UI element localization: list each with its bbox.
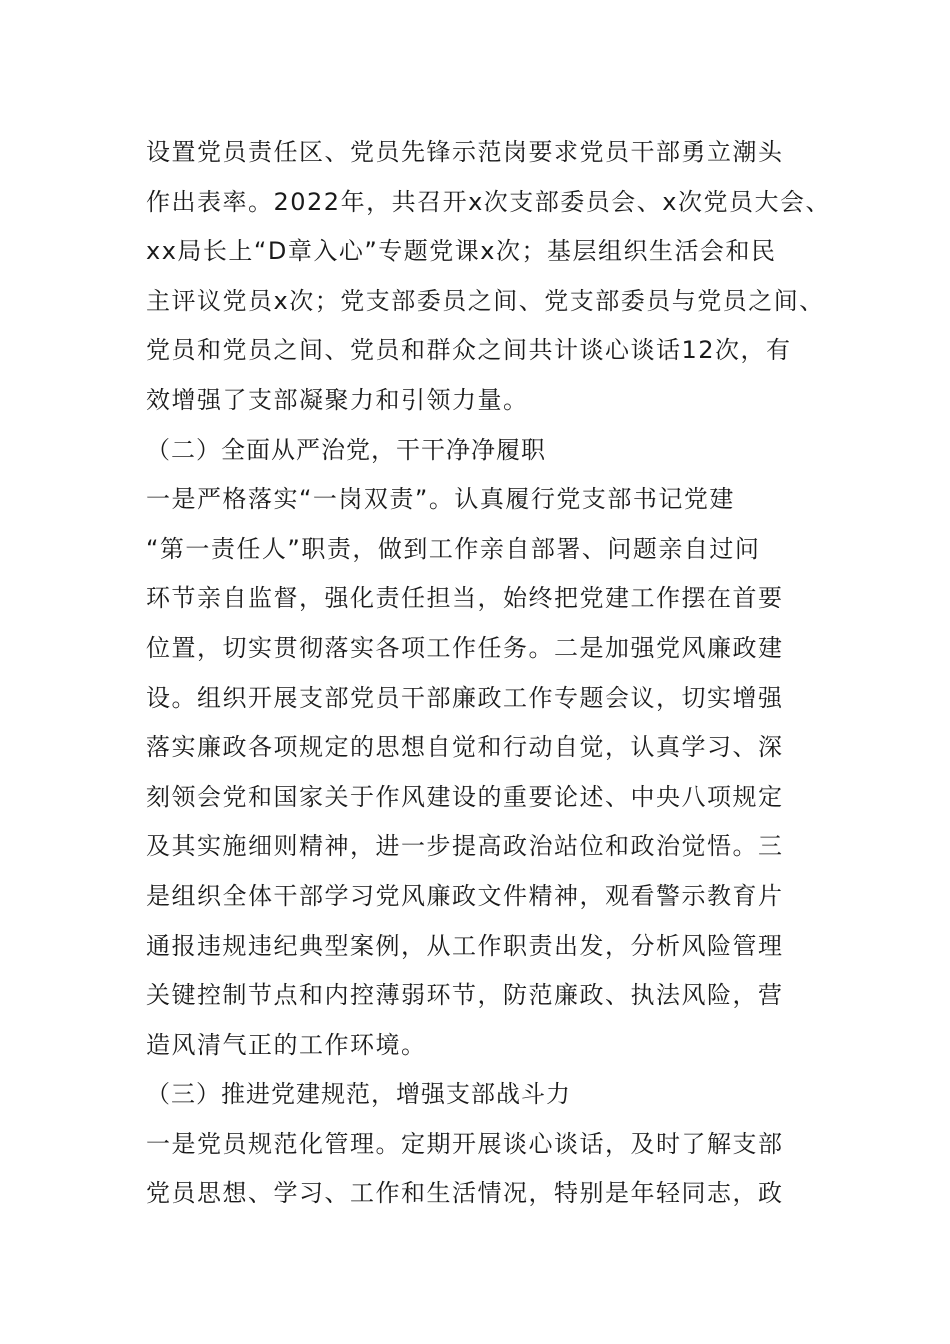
document-body	[146, 128, 846, 1219]
section-heading: （三）推进党建规范，增强支部战斗力	[146, 1080, 571, 1109]
body-line: 效增强了支部凝聚力和引领力量。	[146, 385, 529, 414]
body-line: 及其实施细则精神，进一步提高政治站位和政治觉悟。三	[146, 832, 784, 861]
section-heading: （二）全面从严治党，干干净净履职	[146, 435, 546, 464]
body-line: 作出表率。2022年，共召开x次支部委员会、x次党员大会、	[146, 187, 831, 216]
body-line: 一是严格落实“一岗双责”。认真履行党支部书记党建	[146, 485, 735, 514]
body-line: 落实廉政各项规定的思想自觉和行动自觉，认真学习、深	[146, 733, 784, 762]
body-line: “第一责任人”职责，做到工作亲自部署、问题亲自过问	[146, 534, 761, 563]
body-line: 关键控制节点和内控薄弱环节，防范廉政、执法风险，营	[146, 981, 784, 1010]
body-line: 主评议党员x次；党支部委员之间、党支部委员与党员之间、	[146, 286, 825, 315]
body-line: 设置党员责任区、党员先锋示范岗要求党员干部勇立潮头	[146, 138, 784, 166]
body-line: 一是党员规范化管理。定期开展谈心谈话，及时了解支部	[146, 1129, 784, 1158]
body-line: 设。组织开展支部党员干部廉政工作专题会议，切实增强	[146, 683, 784, 712]
body-line: 造风清气正的工作环境。	[146, 1030, 427, 1059]
body-line: 刻领会党和国家关于作风建设的重要论述、中央八项规定	[146, 782, 784, 811]
body-line: 环节亲自监督，强化责任担当，始终把党建工作摆在首要	[146, 584, 784, 613]
body-line: 党员思想、学习、工作和生活情况，特别是年轻同志，政	[146, 1179, 784, 1208]
body-line: 是组织全体干部学习党风廉政文件精神，观看警示教育片	[146, 881, 784, 910]
body-line: 通报违规违纪典型案例，从工作职责出发，分析风险管理	[146, 931, 784, 960]
body-line: xx局长上“D章入心”专题党课x次；基层组织生活会和民	[146, 237, 777, 266]
body-line: 位置，切实贯彻落实各项工作任务。二是加强党风廉政建	[146, 633, 784, 662]
body-line: 党员和党员之间、党员和群众之间共计谈心谈话12次，有	[146, 336, 792, 365]
